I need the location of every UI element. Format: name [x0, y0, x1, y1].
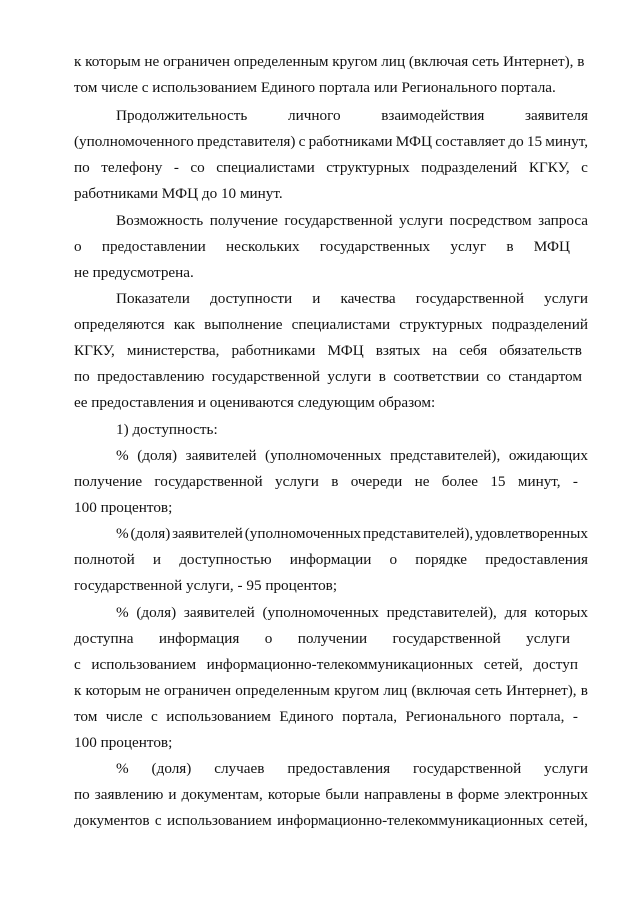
word: получение	[74, 473, 143, 490]
word: государственных	[319, 238, 431, 255]
text-line-justified	[74, 132, 588, 152]
word: информационно-телекоммуникационных	[277, 812, 544, 829]
word: доступ	[533, 656, 578, 673]
word: государственной	[392, 630, 501, 647]
text-line-justified	[74, 237, 570, 257]
word: были	[325, 786, 360, 803]
word: заявителей	[172, 525, 243, 542]
word: предоставлении	[101, 238, 206, 255]
word: подразделений	[421, 159, 518, 176]
word: структурных	[399, 316, 483, 333]
text-line: не предусмотрена.	[74, 264, 194, 281]
word: по	[74, 159, 90, 176]
word: услуг	[450, 238, 487, 255]
text-line-justified	[116, 446, 588, 466]
word: (уполномоченных	[244, 525, 362, 542]
word: на	[432, 342, 448, 359]
word: получение	[209, 212, 278, 229]
word: запроса	[538, 212, 588, 229]
word: предоставления	[287, 760, 391, 777]
word: доступности	[209, 290, 293, 307]
word: с	[151, 708, 158, 725]
word: стандартом	[508, 368, 582, 385]
text-line-justified	[74, 785, 588, 805]
text-line-justified	[74, 472, 578, 492]
word: заявлению	[94, 786, 164, 803]
word: ограничен	[164, 682, 232, 699]
word: взаимодействия	[381, 107, 485, 124]
word: государственной	[211, 368, 320, 385]
word: взятых	[375, 342, 421, 359]
word: и	[312, 290, 321, 307]
text-line: к которым не ограничен определенным кругом лиц (включая сеть Интернет), в	[74, 53, 585, 70]
word: документам,	[181, 786, 263, 803]
text-line: 100 процентов;	[74, 734, 173, 751]
word: о	[389, 551, 398, 568]
text-line-justified	[74, 655, 578, 675]
word: с	[154, 812, 162, 829]
word: -	[572, 708, 578, 725]
word: о	[74, 238, 82, 255]
word: %	[116, 760, 129, 777]
word: электронных	[504, 786, 588, 803]
text-line-justified	[116, 603, 588, 623]
word: работниками	[308, 133, 393, 150]
text-line-justified	[74, 811, 588, 831]
word: не	[145, 682, 160, 699]
word: Продолжительность	[116, 107, 248, 124]
text-line: государственной услуги, - 95 процентов;	[74, 577, 338, 594]
word: соответствии	[393, 368, 480, 385]
text-line-justified	[74, 367, 582, 387]
word: представителей),	[386, 604, 497, 621]
word: -	[173, 159, 179, 176]
word: представителя)	[196, 133, 296, 150]
word: Возможность	[116, 212, 204, 229]
word: в	[445, 786, 453, 803]
word: предоставлению	[97, 368, 205, 385]
word: определяются	[74, 316, 165, 333]
text-line-justified	[116, 106, 588, 126]
text-line-justified	[74, 707, 578, 727]
text-line-justified	[74, 315, 588, 335]
word: себя	[459, 342, 488, 359]
word: -	[572, 473, 578, 490]
text-line-justified	[116, 211, 588, 231]
word: порядке	[415, 551, 468, 568]
word: Показатели	[116, 290, 190, 307]
word: (доля)	[137, 447, 178, 464]
word: услуги	[544, 290, 588, 307]
word: том	[74, 708, 98, 725]
text-line-justified	[74, 629, 570, 649]
word: министерства,	[126, 342, 220, 359]
word: сетей,	[549, 812, 588, 829]
word: в	[378, 368, 386, 385]
text-line-justified	[74, 681, 588, 701]
word: которых	[534, 604, 588, 621]
word: полнотой	[74, 551, 135, 568]
word: КГКУ,	[74, 342, 115, 359]
text-line-justified	[74, 341, 582, 361]
word: 15	[490, 473, 506, 490]
word: и	[152, 551, 162, 568]
word: работниками	[231, 342, 316, 359]
word: форме	[458, 786, 500, 803]
word: доступностью	[179, 551, 272, 568]
word: со	[190, 159, 205, 176]
text-line-justified	[74, 158, 588, 178]
word: и	[168, 786, 177, 803]
word: информация	[158, 630, 240, 647]
text-line-justified	[116, 524, 588, 544]
word: обязательств	[499, 342, 582, 359]
word: кругом	[334, 682, 380, 699]
word: не	[414, 473, 430, 490]
word: о	[264, 630, 273, 647]
word: портала,	[342, 708, 398, 725]
text-line-justified	[116, 289, 588, 309]
word: телефону	[101, 159, 163, 176]
word: заявителей	[183, 604, 255, 621]
word: с	[581, 159, 588, 176]
word: государственной	[284, 212, 393, 229]
text-line-justified	[116, 759, 588, 779]
word: числе	[105, 708, 143, 725]
word: специалистами	[216, 159, 315, 176]
word: государственной	[413, 760, 522, 777]
word: структурных	[326, 159, 410, 176]
word: минут,	[517, 473, 561, 490]
word: информации	[289, 551, 372, 568]
word: (уполномоченных	[262, 604, 379, 621]
word: очереди	[350, 473, 403, 490]
word: документов	[74, 812, 150, 829]
word: Единого	[279, 708, 334, 725]
word: нескольких	[225, 238, 300, 255]
word: Регионального	[405, 708, 502, 725]
word: услуги	[399, 212, 443, 229]
word: %	[116, 525, 129, 542]
text-line: том числе с использованием Единого портала или Регионального портала.	[74, 79, 556, 96]
word: услуги	[274, 473, 319, 490]
text-line: ее предоставления и оцениваются следующим образом:	[74, 394, 436, 411]
word: заявителя	[525, 107, 588, 124]
word: которые	[267, 786, 321, 803]
word: определенным	[235, 682, 330, 699]
word: со	[486, 368, 501, 385]
word: подразделений	[491, 316, 588, 333]
word: до	[508, 133, 524, 150]
word: для	[504, 604, 527, 621]
word: представителей),	[390, 447, 501, 464]
word: по	[74, 786, 90, 803]
word: личного	[288, 107, 341, 124]
text-line: 1) доступность:	[116, 421, 218, 438]
word: услуги	[544, 760, 588, 777]
text-line: 100 процентов;	[74, 499, 173, 516]
word: портала,	[509, 708, 565, 725]
word: посредством	[449, 212, 532, 229]
word: МФЦ	[327, 342, 364, 359]
word: случаев	[214, 760, 265, 777]
word: (включая	[411, 682, 471, 699]
word: КГКУ,	[528, 159, 570, 176]
word: в	[580, 682, 588, 699]
word: выполнение	[204, 316, 283, 333]
word: (доля)	[136, 604, 177, 621]
word: которым	[85, 682, 141, 699]
word: как	[173, 316, 196, 333]
word: информационно-телекоммуникационных	[206, 656, 474, 673]
word: минут,	[545, 133, 588, 150]
word: в	[506, 238, 514, 255]
word: государственной	[415, 290, 525, 307]
word: специалистами	[291, 316, 391, 333]
word: с	[298, 133, 306, 150]
word: направлены	[364, 786, 441, 803]
word: ожидающих	[508, 447, 588, 464]
word: получении	[297, 630, 368, 647]
word: (уполномоченных	[265, 447, 382, 464]
word: в	[331, 473, 339, 490]
word: МФЦ	[395, 133, 433, 150]
word: удовлетворенных	[475, 525, 588, 542]
word: использованием	[166, 708, 271, 725]
word: услуги	[327, 368, 372, 385]
text-line: работниками МФЦ до 10 минут.	[74, 185, 283, 202]
word: Интернет),	[506, 682, 577, 699]
word: 15	[526, 133, 543, 150]
word: с	[74, 656, 81, 673]
word: сетей,	[483, 656, 523, 673]
word: (доля)	[151, 760, 192, 777]
word: государственной	[154, 473, 263, 490]
word: заявителей	[185, 447, 257, 464]
word: представителей),	[362, 525, 474, 542]
word: по	[74, 368, 90, 385]
word: использованием	[167, 812, 272, 829]
word: использованием	[91, 656, 197, 673]
word: сеть	[474, 682, 503, 699]
word: к	[74, 682, 82, 699]
word: доступна	[74, 630, 134, 647]
word: %	[116, 447, 129, 464]
word: (доля)	[130, 525, 171, 542]
word: услуги	[526, 630, 570, 647]
word: качества	[340, 290, 396, 307]
word: предоставления	[485, 551, 588, 568]
word: более	[441, 473, 478, 490]
word: %	[116, 604, 129, 621]
word: МФЦ	[533, 238, 570, 255]
text-line-justified	[74, 550, 588, 570]
word: (уполномоченного	[74, 133, 194, 150]
word: составляет	[435, 133, 506, 150]
word: лиц	[383, 682, 408, 699]
